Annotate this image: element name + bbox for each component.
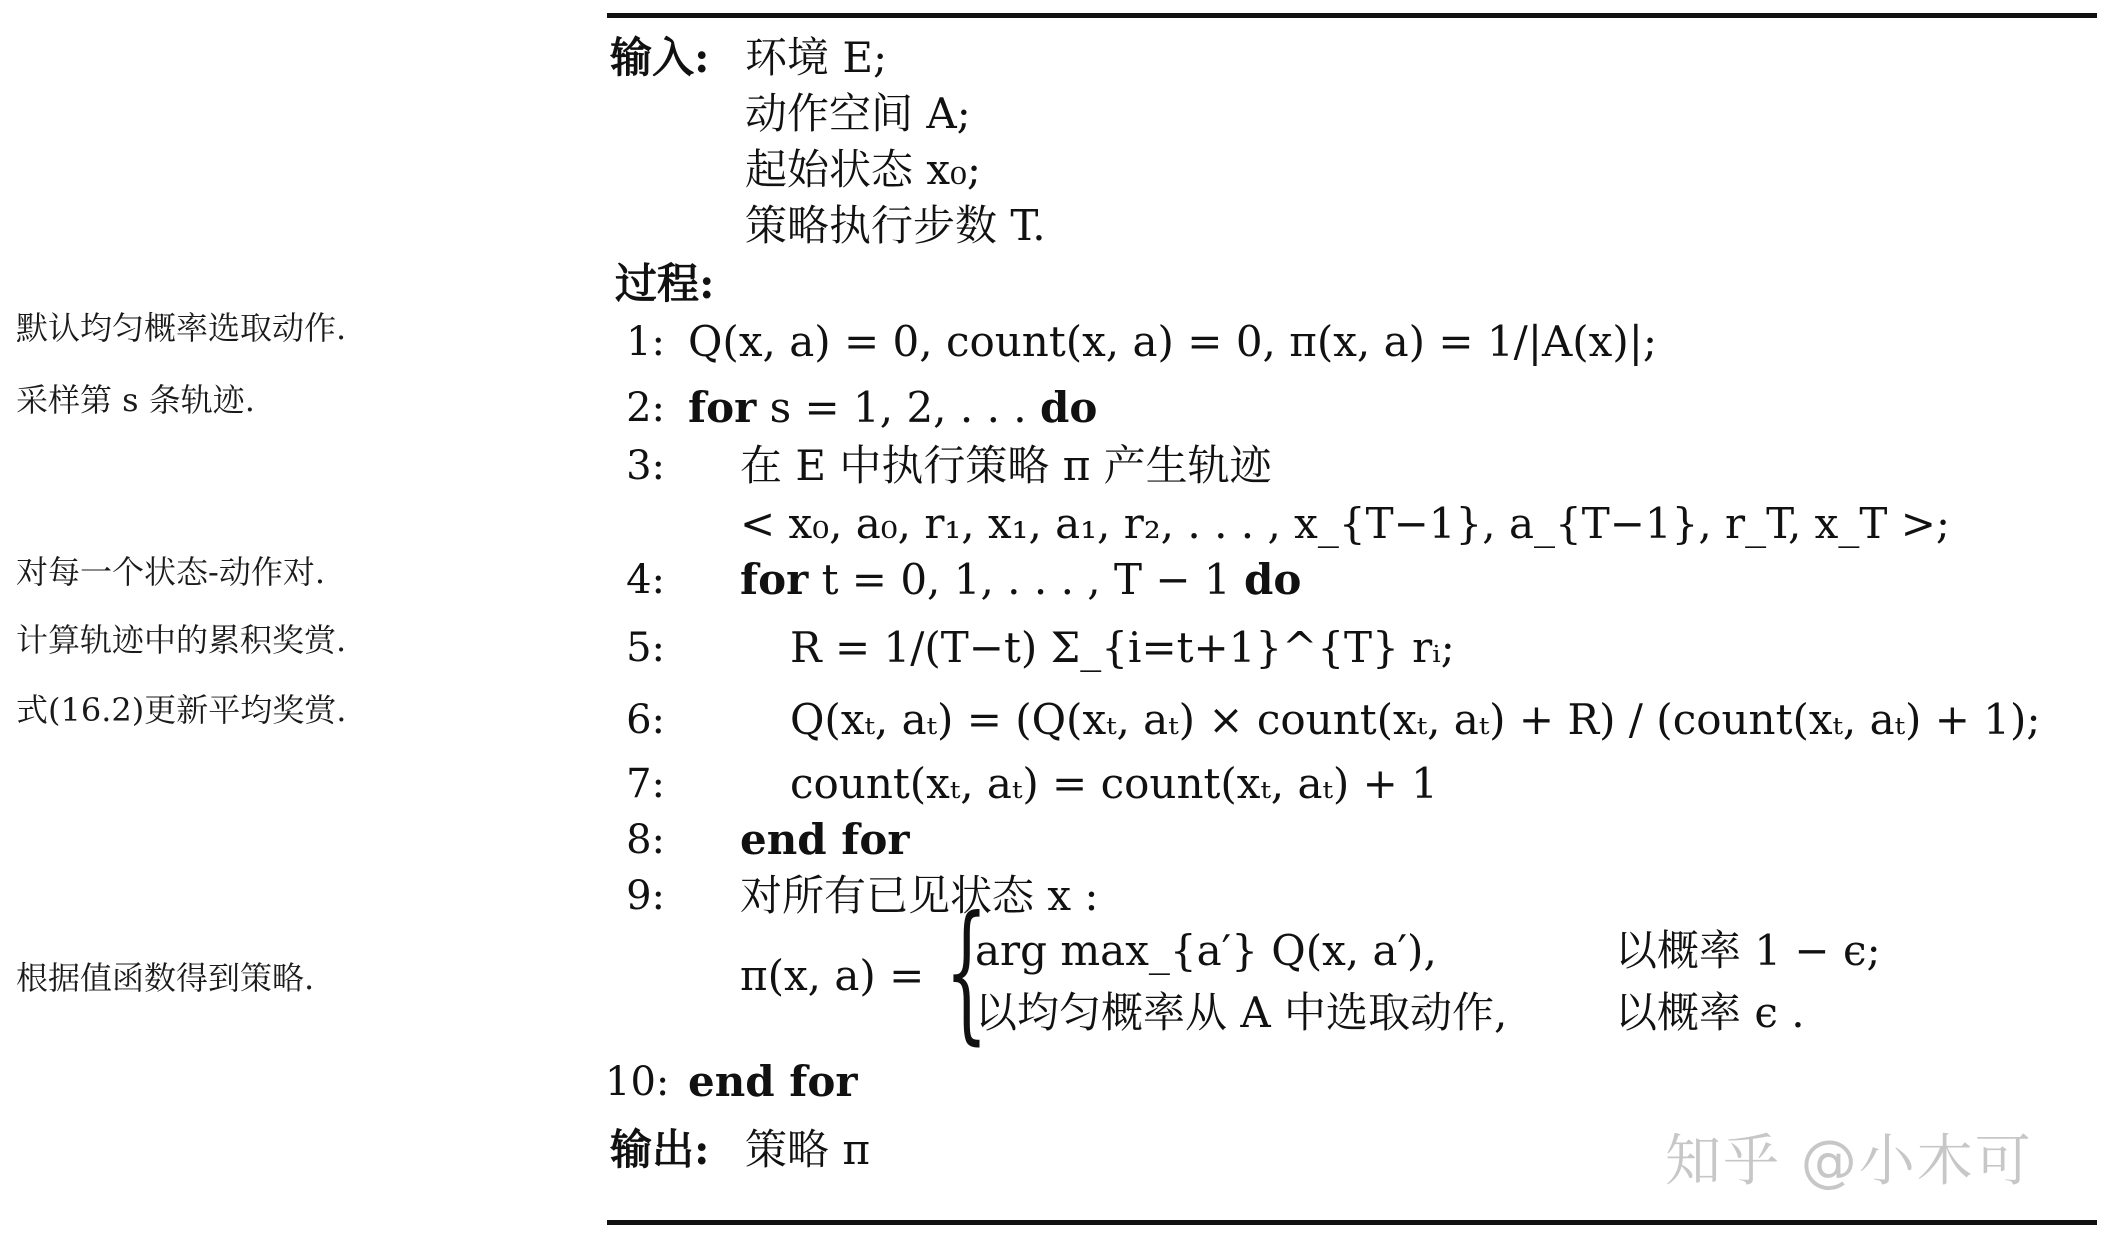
policy-cond-random: 以概率 ϵ . [1615, 988, 1805, 1037]
step-3-trajectory: < x₀, a₀, r₁, x₁, a₁, r₂, . . . , x_{T−1}, a_{T−1}, r_T, x_T >; [740, 499, 1951, 548]
process-label: 过程: [615, 259, 715, 308]
step-9-text: 对所有已见状态 x : [740, 871, 1099, 920]
input-action-space: 动作空间 A; [745, 89, 971, 138]
margin-note-sample: 采样第 s 条轨迹. [16, 381, 255, 419]
step-4-line [740, 554, 1301, 606]
input-env: 环境 E; [745, 33, 888, 82]
output-text: 策略 π [745, 1125, 870, 1174]
output-label: 输出: [610, 1125, 710, 1174]
step-2-line [688, 382, 1097, 434]
step-2-text: s = 1, 2, . . . [756, 383, 1040, 432]
margin-note-uniform: 默认均匀概率选取动作. [16, 309, 347, 347]
step-9-number: 9: [626, 873, 665, 919]
for-keyword: for [688, 383, 757, 432]
step-3-number: 3: [626, 443, 665, 489]
input-start-state: 起始状态 x₀; [745, 145, 982, 194]
policy-case-random: 以均匀概率从 A 中选取动作, [975, 988, 1508, 1037]
step-1-text: Q(x, a) = 0, count(x, a) = 0, π(x, a) = 1/|A(x)|; [688, 317, 1658, 366]
do-keyword: do [1243, 555, 1302, 604]
step-2-number: 2: [626, 385, 665, 431]
policy-case-greedy: arg max_{a′} Q(x, a′), [975, 926, 1437, 975]
step-6-text: Q(xₜ, aₜ) = (Q(xₜ, aₜ) × count(xₜ, aₜ) + R) / (count(xₜ, aₜ) + 1); [790, 695, 2041, 744]
margin-note-policy: 根据值函数得到策略. [16, 959, 315, 997]
watermark: 知乎 @小木可 [1665, 1129, 2033, 1194]
input-label: 输入: [610, 33, 710, 82]
step-8-number: 8: [626, 817, 665, 863]
step-5-text: R = 1/(T−t) Σ_{i=t+1}^{T} rᵢ; [790, 623, 1455, 672]
for-keyword: for [740, 555, 809, 604]
step-1-number: 1: [626, 319, 665, 365]
input-steps: 策略执行步数 T. [745, 201, 1046, 250]
policy-cond-greedy: 以概率 1 − ϵ; [1615, 926, 1881, 975]
step-6-number: 6: [626, 697, 665, 743]
step-10-end-for: end for [688, 1057, 858, 1106]
left-brace: { [945, 885, 988, 1059]
do-keyword: do [1039, 383, 1098, 432]
margin-note-pair: 对每一个状态-动作对. [16, 553, 325, 591]
margin-note-reward: 计算轨迹中的累积奖赏. [16, 621, 347, 659]
step-10-number: 10: [605, 1059, 670, 1105]
bottom-rule [607, 1220, 2097, 1225]
step-4-number: 4: [626, 557, 665, 603]
margin-note-update: 式(16.2)更新平均奖赏. [16, 691, 347, 729]
policy-lhs: π(x, a) = [740, 951, 925, 1000]
step-4-text: t = 0, 1, . . . , T − 1 [808, 555, 1244, 604]
top-rule [607, 13, 2097, 18]
step-5-number: 5: [626, 625, 665, 671]
step-7-number: 7: [626, 761, 665, 807]
step-3-text: 在 E 中执行策略 π 产生轨迹 [740, 441, 1272, 490]
step-7-text: count(xₜ, aₜ) = count(xₜ, aₜ) + 1 [790, 759, 1438, 808]
step-8-end-for: end for [740, 815, 910, 864]
